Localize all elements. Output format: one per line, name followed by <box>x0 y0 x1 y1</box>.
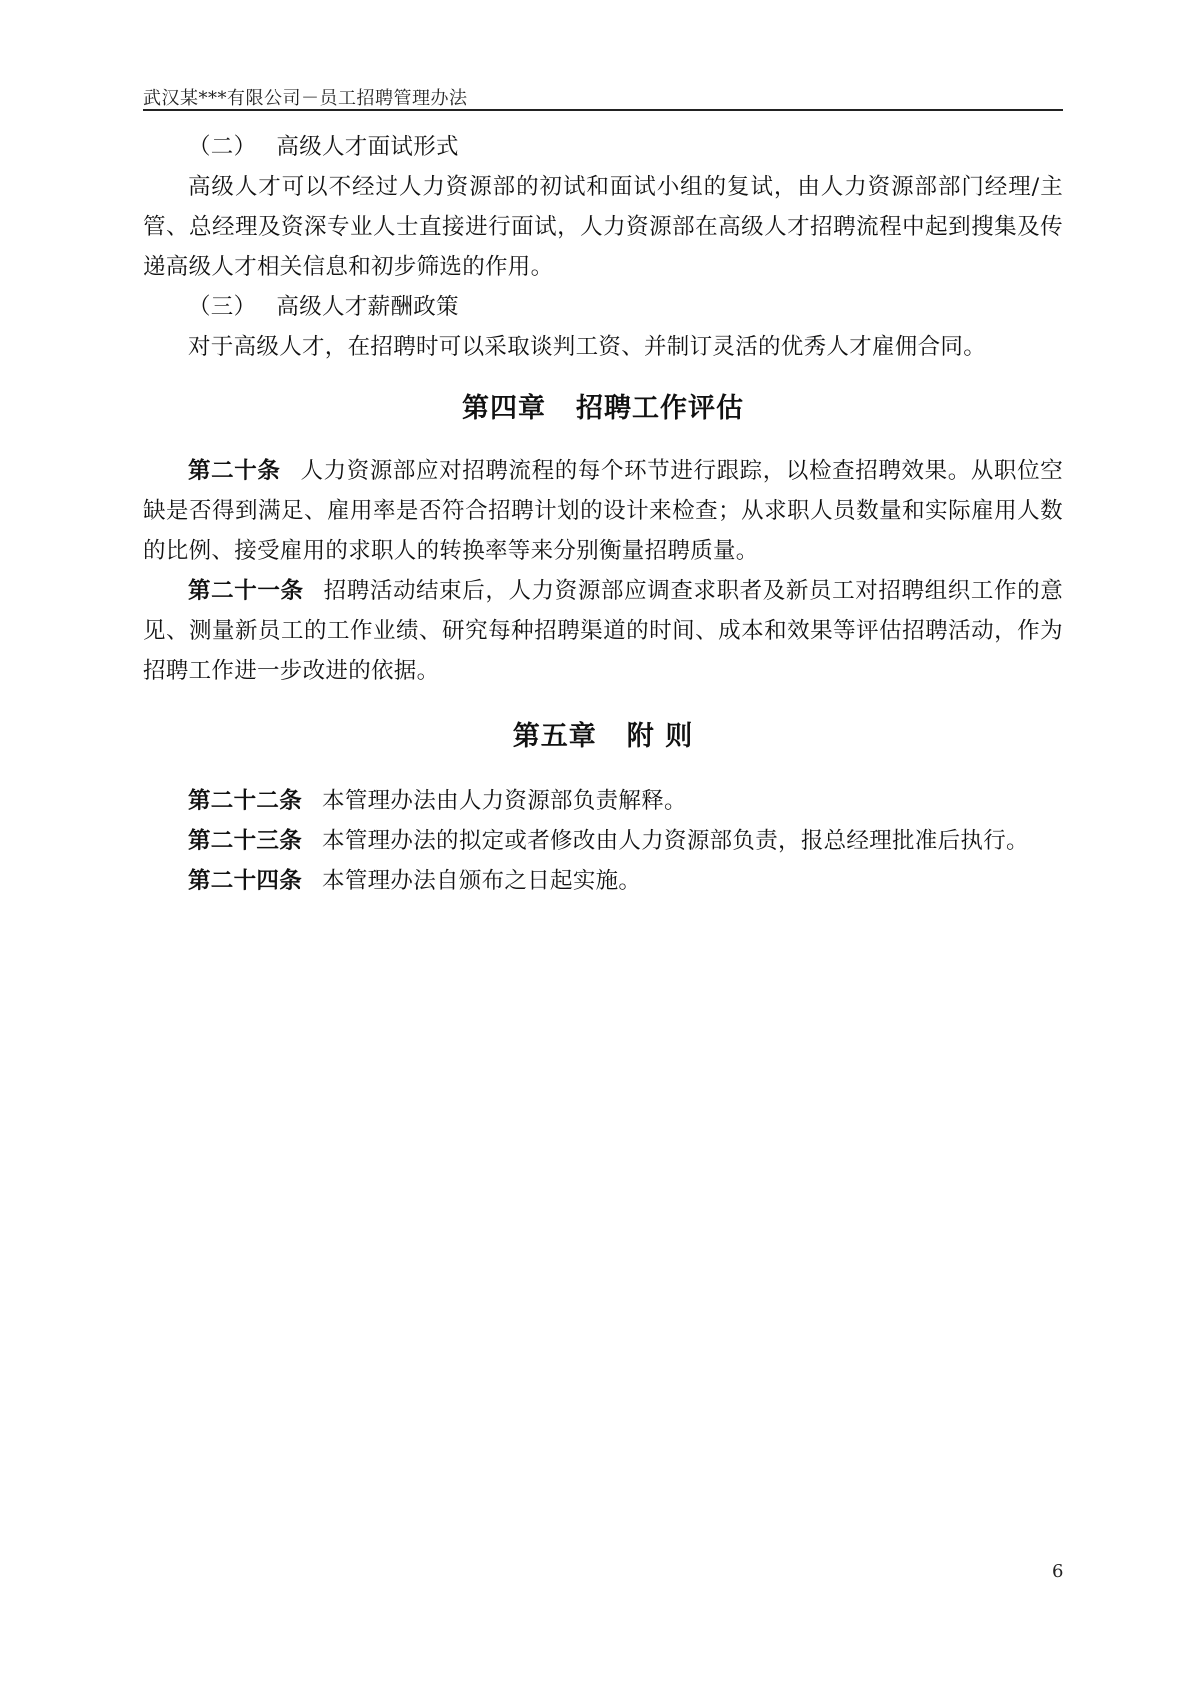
subsection-paragraph: 对于高级人才，在招聘时可以采取谈判工资、并制订灵活的优秀人才雇佣合同。 <box>188 334 987 360</box>
chapter-number: 第五章 <box>512 721 597 752</box>
article-text: 本管理办法的拟定或者修改由人力资源部负责，报总经理批准后执行。 <box>322 828 1029 854</box>
article-label: 第二十三条 <box>188 828 303 854</box>
page-number: 6 <box>1052 1561 1064 1582</box>
subsection-heading <box>143 127 1063 167</box>
article-text: 本管理办法自颁布之日起实施。 <box>322 868 642 894</box>
article-paragraph <box>143 781 1063 821</box>
subsection-number: （二） <box>188 134 257 160</box>
article-text: 本管理办法由人力资源部负责解释。 <box>322 788 687 814</box>
chapter-title: 招聘工作评估 <box>576 393 744 424</box>
page-content <box>143 127 1063 901</box>
subsection-number: （三） <box>188 294 257 320</box>
subsection-paragraph: 高级人才可以不经过人力资源部的初试和面试小组的复试，由人力资源部部门经理/主管、总经理及资深专业人士直接进行面试，人力资源部在高级人才招聘流程中起到搜集及传递高级人才相关信息和初步筛选的作用。 <box>143 174 1063 280</box>
article-label: 第二十二条 <box>188 788 303 814</box>
article-text: 人力资源部应对招聘流程的每个环节进行跟踪，以检查招聘效果。从职位空缺是否得到满足、雇用率是否符合招聘计划的设计来检查；从求职人员数量和实际雇用人数的比例、接受雇用的求职人的转换率等来分别衡量招聘质量。 <box>143 458 1063 564</box>
article-paragraph <box>143 861 1063 901</box>
header-rule <box>143 109 1063 111</box>
subsection-heading <box>143 287 1063 327</box>
chapter-heading <box>143 717 1063 757</box>
article-label: 第二十一条 <box>188 578 304 604</box>
article-text: 招聘活动结束后，人力资源部应调查求职者及新员工对招聘组织工作的意见、测量新员工的工作业绩、研究每种招聘渠道的时间、成本和效果等评估招聘活动，作为招聘工作进一步改进的依据。 <box>143 578 1063 684</box>
chapter-heading <box>143 389 1063 429</box>
chapter-title: 附 则 <box>626 721 694 752</box>
subsection-title: 高级人才面试形式 <box>276 134 459 160</box>
subsection-title: 高级人才薪酬政策 <box>276 294 459 320</box>
article-paragraph <box>143 451 1063 571</box>
article-label: 第二十条 <box>188 458 281 484</box>
article-paragraph <box>143 571 1063 691</box>
chapter-number: 第四章 <box>462 393 546 424</box>
running-header: 武汉某***有限公司－员工招聘管理办法 <box>143 88 468 109</box>
article-paragraph <box>143 821 1063 861</box>
article-label: 第二十四条 <box>188 868 303 894</box>
